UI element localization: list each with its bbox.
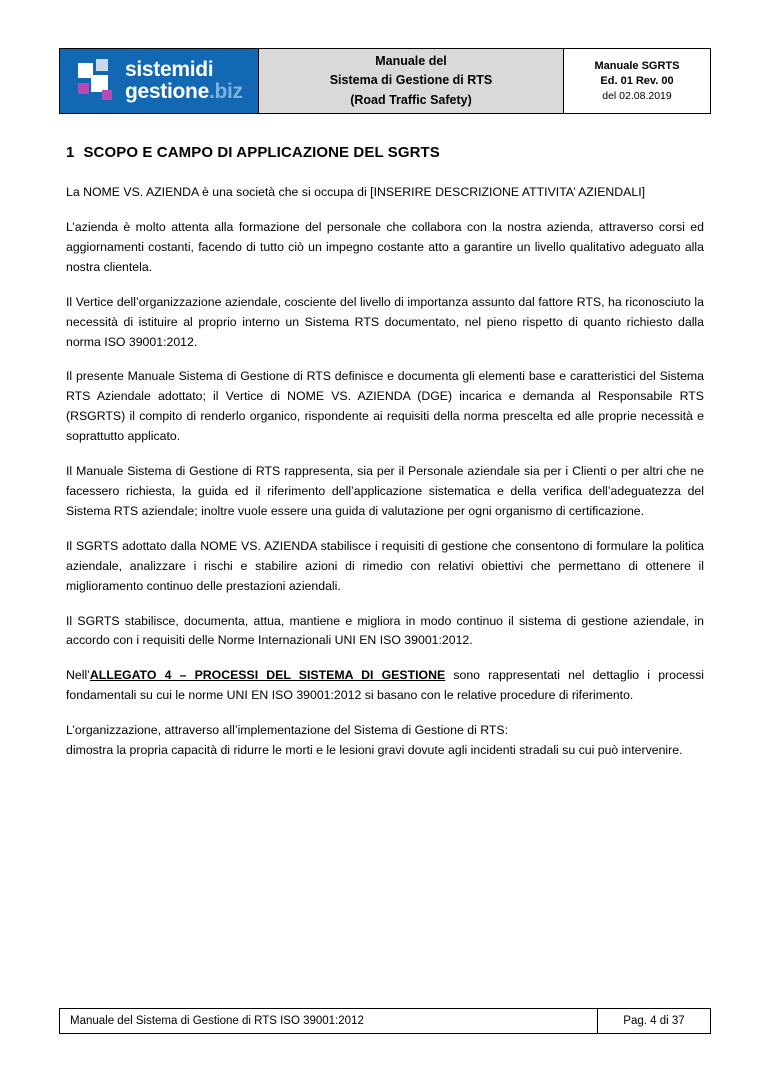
paragraph-5: Il Manuale Sistema di Gestione di RTS rappresenta, sia per il Personale aziendale sia per i Clienti o per altri che ne facessero richiesta, la guida ed il riferimento dell’applicazione sistematica e della verifica dell’adeguatezza del Sistema RTS aziendale; inoltre vuole essere una guida di valutazione per ogni organismo di certificazione. bbox=[66, 464, 704, 518]
document-header bbox=[59, 48, 711, 114]
document-body bbox=[66, 183, 704, 761]
closing-line-2: dimostra la propria capacità di ridurre le morti e le lesioni gravi dovute agli incidenti stradali su cui può intervenire. bbox=[66, 743, 683, 758]
header-logo-cell bbox=[60, 49, 258, 113]
paragraph-1: La NOME VS. AZIENDA è una società che si occupa di [INSERIRE DESCRIZIONE ATTIVITA’ AZIENDALI] bbox=[66, 185, 646, 200]
paragraph-4: Il presente Manuale Sistema di Gestione di RTS definisce e documenta gli elementi base e caratteristici del Sistema RTS Aziendale adottato; il Vertice di NOME VS. AZIENDA (DGE) incarica e demanda al Responsabile RTS (RSGRTS) il compito di renderlo organico, rispondente ai requisiti della norma prescelta ed alle proprie necessità e soprattutto applicato. bbox=[66, 369, 704, 444]
logo-squares-icon bbox=[78, 59, 118, 103]
section-title-text: SCOPO E CAMPO DI APPLICAZIONE DEL SGRTS bbox=[83, 144, 440, 162]
header-doc-code: Manuale SGRTS bbox=[594, 60, 680, 73]
paragraph-allegato bbox=[66, 666, 704, 706]
allegato-prefix: Nell’ bbox=[66, 668, 90, 683]
logo-wordmark bbox=[125, 59, 243, 103]
footer-document-title: Manuale del Sistema di Gestione di RTS ISO 39001:2012 bbox=[60, 1009, 598, 1033]
logo-line-1: sistemidi bbox=[125, 58, 214, 81]
section-heading bbox=[66, 144, 710, 161]
header-revision: Ed. 01 Rev. 00 bbox=[600, 75, 674, 88]
header-title-cell bbox=[258, 49, 564, 113]
header-date: del 02.08.2019 bbox=[602, 90, 672, 103]
paragraph-6: Il SGRTS adottato dalla NOME VS. AZIENDA stabilisce i requisiti di gestione che consentono di formulare la politica aziendale, analizzare i rischi e stabilire azioni di rimedio con relativi obiettivi che permettano di ottenere il miglioramento continuo delle prestazioni aziendali. bbox=[66, 538, 704, 593]
allegato-reference: ALLEGATO 4 – PROCESSI DEL SISTEMA DI GESTIONE bbox=[89, 668, 446, 683]
header-title-line-3: (Road Traffic Safety) bbox=[350, 92, 472, 107]
logo-line-2: gestione.biz bbox=[125, 80, 243, 104]
document-footer bbox=[59, 1008, 711, 1034]
paragraph-2: L’azienda è molto attenta alla formazione del personale che collabora con la nostra azienda, attraverso corsi ed aggiornamenti costanti, facendo di tutto ciò un impegno costante atto a garantire un livello qualitativo adeguato alla nostra clientela. bbox=[66, 220, 704, 274]
logo-suffix: .biz bbox=[208, 80, 243, 104]
header-meta-cell bbox=[564, 49, 710, 113]
header-title-line-2: Sistema di Gestione di RTS bbox=[329, 73, 493, 88]
closing-line-1: L’organizzazione, attraverso all’implementazione del Sistema di Gestione di RTS: bbox=[66, 723, 509, 738]
allegato-suffix: sono rappresentati nel dettaglio i processi fondamentali su cui le norme UNI EN ISO 39001:2012 si basano con le relative procedure di riferimento. bbox=[66, 668, 704, 703]
section-number: 1 bbox=[66, 144, 75, 162]
company-logo bbox=[78, 59, 243, 103]
footer-page-number: Pag. 4 di 37 bbox=[623, 1015, 685, 1027]
paragraph-closing bbox=[66, 721, 704, 761]
paragraph-7: Il SGRTS stabilisce, documenta, attua, mantiene e migliora in modo continuo il sistema di gestione aziendale, in accordo con i requisiti delle Norme Internazionali UNI EN ISO 39001:2012. bbox=[66, 613, 704, 648]
paragraph-3: Il Vertice dell’organizzazione aziendale, cosciente del livello di importanza assunto dal fattore RTS, ha riconosciuto la necessità di istituire al proprio interno un Sistema RTS documentato, nel pieno rispetto di quanto richiesto dalla norma ISO 39001:2012. bbox=[66, 294, 704, 349]
header-title-line-1: Manuale del bbox=[375, 53, 447, 68]
